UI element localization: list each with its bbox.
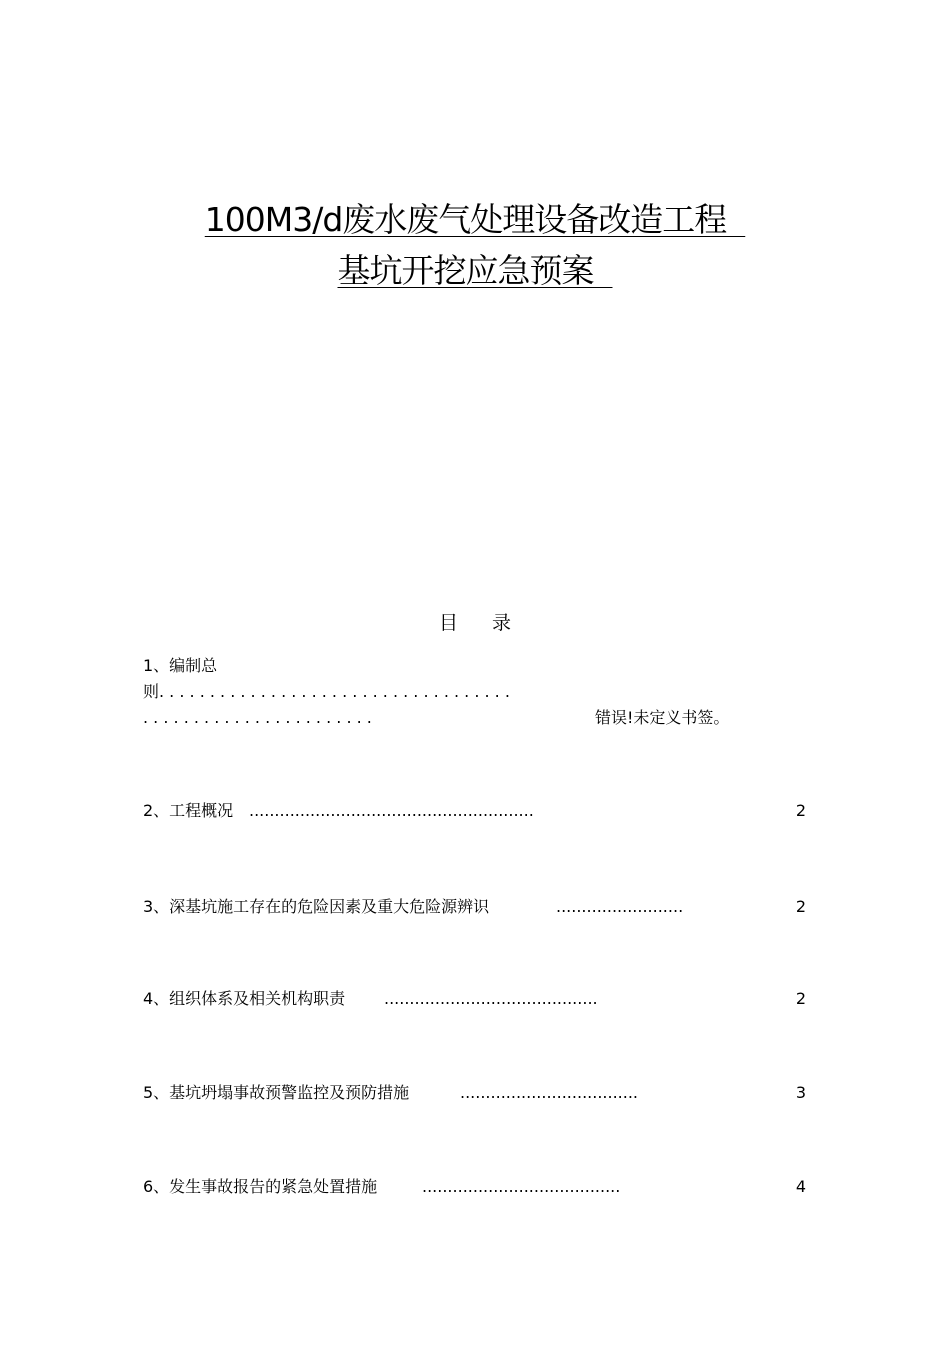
toc-entry-2-page: 2 (795, 801, 806, 820)
toc-heading: 目录 (438, 612, 545, 634)
toc-entry-4-leader-dots: .......................................... (384, 989, 598, 1008)
toc-entry-4-label: 4、组织体系及相关机构职责 (143, 989, 346, 1008)
toc-entry-4-page: 2 (795, 989, 806, 1008)
toc-entry-1-label-continued: 则. . . . . . . . . . . . . . . . . . . . . . . . . . . . . . . . . . . (143, 682, 510, 701)
toc-entry-2-leader-dots: ........................................................ (249, 801, 534, 820)
toc-entry-1-page-error: 错误!未定义书签。 (595, 708, 730, 727)
toc-entry-6-page: 4 (795, 1177, 806, 1196)
toc-entry-1-leader-dots: . . . . . . . . . . . . . . . . . . . . . . . (143, 708, 372, 727)
toc-entry-2-label: 2、工程概况 (143, 801, 234, 820)
document-title-line-1: 100M3/d废水废气处理设备改造工程 (204, 200, 746, 239)
toc-entry-1-label: 1、编制总 (143, 656, 218, 675)
toc-entry-5-label: 5、基坑坍塌事故预警监控及预防措施 (143, 1083, 410, 1102)
document-title-line-2: 基坑开挖应急预案 (337, 251, 613, 290)
toc-entry-6-leader-dots: ....................................... (422, 1177, 621, 1196)
toc-entry-3-page: 2 (795, 897, 806, 916)
toc-entry-5-page: 3 (795, 1083, 806, 1102)
toc-entry-3-label: 3、深基坑施工存在的危险因素及重大危险源辨识 (143, 897, 490, 916)
toc-entry-3-leader-dots: ......................... (556, 897, 684, 916)
toc-entry-5-leader-dots: ................................... (460, 1083, 639, 1102)
toc-entry-6-label: 6、发生事故报告的紧急处置措施 (143, 1177, 378, 1196)
